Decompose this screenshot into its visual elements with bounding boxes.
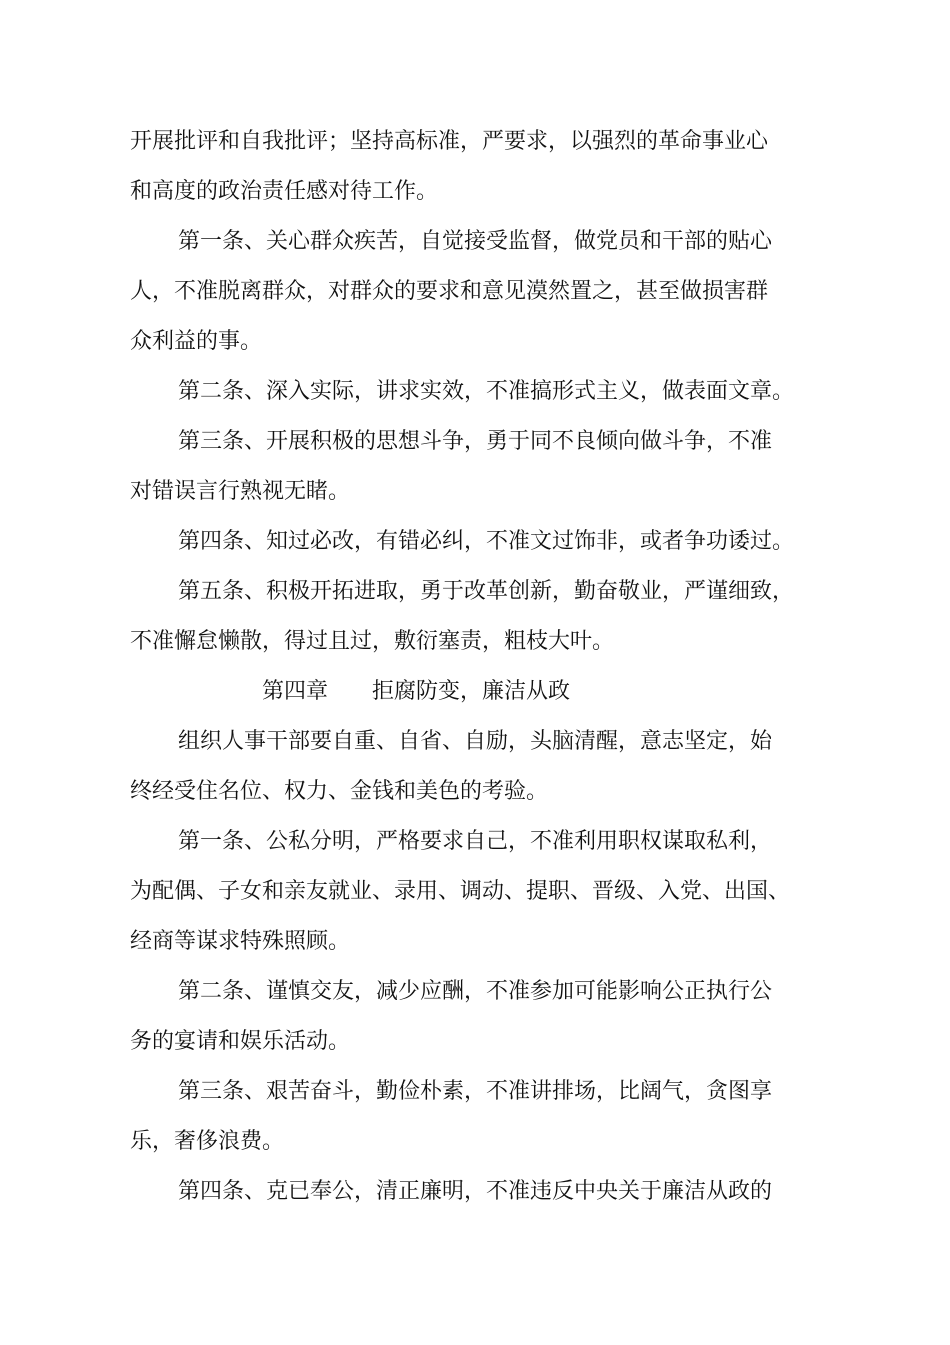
article-line: 第三条、开展积极的思想斗争，勇于同不良倾向做斗争，不准 [178,429,773,454]
article-line: 第三条、艰苦奋斗，勤俭朴素，不准讲排场，比阔气，贪图享 [178,1079,773,1104]
body-line: 为配偶、子女和亲友就业、录用、调动、提职、晋级、入党、出国、 [130,879,791,904]
chapter-number: 第四章 [262,679,329,704]
body-line: 对错误言行熟视无睹。 [130,479,351,504]
body-line: 务的宴请和娱乐活动。 [130,1029,351,1054]
article-line: 第一条、公私分明，严格要求自己，不准利用职权谋取私利， [178,829,773,854]
article-line: 第五条、积极开拓进取，勇于改革创新，勤奋敬业，严谨细致， [178,579,795,604]
body-line: 开展批评和自我批评；坚持高标准，严要求，以强烈的革命事业心 [130,129,769,154]
article-line: 第四条、克已奉公，清正廉明，不准违反中央关于廉洁从政的 [178,1179,773,1204]
body-line: 众利益的事。 [130,329,263,354]
body-line: 乐，奢侈浪费。 [130,1129,285,1154]
body-line: 终经受住名位、权力、金钱和美色的考验。 [130,779,549,804]
article-line: 第四条、知过必改，有错必纠，不准文过饰非，或者争功诿过。 [178,529,795,554]
chapter-title: 拒腐防变，廉洁从政 [372,679,571,704]
body-line: 和高度的政治责任感对待工作。 [130,179,439,204]
intro-line: 组织人事干部要自重、自省、自励，头脑清醒，意志坚定，始 [178,729,773,754]
article-line: 第二条、谨慎交友，减少应酬，不准参加可能影响公正执行公 [178,979,773,1004]
body-line: 人，不准脱离群众，对群众的要求和意见漠然置之，甚至做损害群 [130,279,769,304]
body-line: 不准懈怠懒散，得过且过，敷衍塞责，粗枝大叶。 [130,629,615,654]
chapter-heading [262,677,570,707]
body-line: 经商等谋求特殊照顾。 [130,929,351,954]
article-line: 第二条、深入实际，讲求实效，不准搞形式主义，做表面文章。 [178,379,795,404]
article-line: 第一条、关心群众疾苦，自觉接受监督，做党员和干部的贴心 [178,229,773,254]
